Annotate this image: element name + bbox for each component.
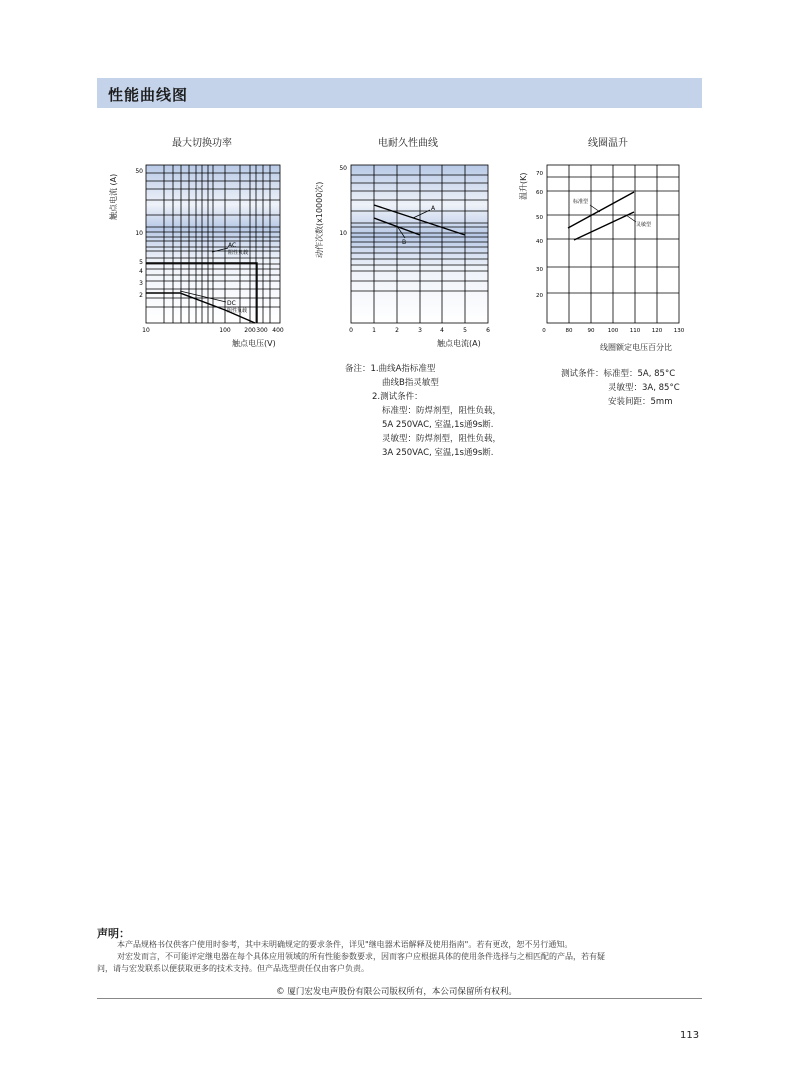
chart2-ylabel: 动作次数(x10000次) [315, 181, 324, 258]
disclaimer-line: 问，请与宏发联系以便获取更多的技术支持。但产品选型责任仅由客户负责。 [97, 964, 369, 973]
chart3-ylabel: 温升(K) [519, 172, 528, 200]
chart2-ytick: 10 [339, 230, 347, 237]
chart3-svg [530, 160, 690, 340]
copyright-text: © 厦门宏发电声股份有限公司版权所有，本公司保留所有权利。 [276, 987, 517, 997]
notes-left [345, 362, 501, 460]
chart3-standard-label: 标准型 [573, 199, 589, 205]
chart3-xtick: 0 [542, 328, 546, 334]
chart1-ytick: 10 [135, 230, 143, 237]
chart3-ytick: 40 [536, 239, 543, 245]
chart3-ytick: 50 [536, 215, 543, 221]
note-line: 标准型：防焊剂型，阻性负载， [382, 406, 502, 416]
note-line: 曲线B指灵敏型 [382, 378, 439, 388]
chart3-ytick: 60 [536, 190, 543, 196]
chart2-a-label: A [431, 205, 436, 212]
chart3-sensitive-label: 灵敏型 [636, 222, 652, 228]
chart2-xtick: 1 [372, 327, 376, 334]
chart3-xtick: 80 [565, 328, 573, 334]
chart1-xtick: 300 [256, 327, 268, 334]
chart3-xtick: 90 [587, 328, 595, 334]
chart1-ytick: 50 [135, 168, 143, 175]
chart1-ac-label: AC [228, 242, 237, 249]
chart1-dc-label: DC [227, 300, 236, 307]
chart1-ytick: 3 [139, 280, 143, 287]
chart2-xtick: 0 [349, 327, 353, 334]
chart3-xlabel: 线圈额定电压百分比 [600, 343, 672, 352]
note-line: 灵敏型：防焊剂型，阻性负载， [382, 434, 502, 444]
note-line: 2.测试条件： [372, 392, 423, 402]
chart1-ytick: 2 [139, 292, 143, 299]
chart1-title: 最大切换功率 [172, 138, 232, 149]
chart3-title: 线圈温升 [588, 138, 628, 149]
chart2-xtick: 5 [463, 327, 467, 334]
note-line: 测试条件：标准型：5A, 85°C [561, 369, 676, 379]
chart3-ytick: 70 [536, 171, 543, 177]
chart1-xtick: 10 [142, 327, 150, 334]
disclaimer-body [97, 939, 702, 975]
chart1-svg [130, 160, 290, 340]
chart1-xtick: 200 [244, 327, 256, 334]
chart2-svg [335, 160, 495, 340]
chart1-ylabel: 触点电流 (A) [109, 173, 118, 220]
chart1-ac-sublabel: 阻性负载 [228, 250, 249, 256]
chart2-ytick: 50 [339, 165, 347, 172]
chart3-xtick: 130 [673, 328, 685, 334]
chart3-xtick: 110 [629, 328, 641, 334]
chart2-xtick: 2 [395, 327, 399, 334]
chart3-xtick: 120 [651, 328, 663, 334]
chart2-xlabel: 触点电流(A) [437, 339, 481, 348]
chart1-ytick: 5 [139, 259, 143, 266]
chart3-xtick: 100 [607, 328, 619, 334]
disclaimer-title: 声明： [97, 927, 130, 940]
chart1-xtick: 400 [272, 327, 284, 334]
section-title: 性能曲线图 [108, 86, 189, 104]
note-line: 安装间距：5mm [608, 397, 673, 407]
chart1-dc-sublabel: 阻性负载 [227, 308, 248, 314]
chart1-xlabel: 触点电压(V) [232, 339, 276, 348]
footer-divider [97, 998, 702, 999]
chart1-ytick: 4 [139, 268, 143, 275]
chart1-xtick: 100 [219, 327, 231, 334]
chart2-plot-area [351, 165, 488, 323]
page-number: 113 [680, 1030, 700, 1041]
chart2-xtick: 3 [418, 327, 422, 334]
chart2-title: 电耐久性曲线 [378, 138, 438, 149]
chart2-xtick: 6 [486, 327, 490, 334]
note-line: 3A 250VAC, 室温,1s通9s断. [382, 448, 494, 458]
chart2-xtick: 4 [440, 327, 444, 334]
chart2-b-label: B [402, 239, 407, 246]
disclaimer-line: 本产品规格书仅供客户使用时参考，其中未明确规定的要求条件，详见"继电器术语解释及使用指南"。若有更改，恕不另行通知。 [117, 940, 573, 949]
note-line: 灵敏型：3A, 85°C [608, 383, 680, 393]
disclaimer-line: 对宏发而言，不可能评定继电器在每个具体应用领域的所有性能参数要求，因而客户应根据具体的使用条件选择与之相匹配的产品，若有疑 [117, 952, 605, 961]
chart3-ytick: 20 [536, 293, 543, 299]
note-line: 备注：1.曲线A指标准型 [345, 364, 436, 374]
chart3-ytick: 30 [536, 267, 543, 273]
note-line: 5A 250VAC, 室温,1s通9s断. [382, 420, 494, 430]
notes-right [561, 367, 680, 409]
